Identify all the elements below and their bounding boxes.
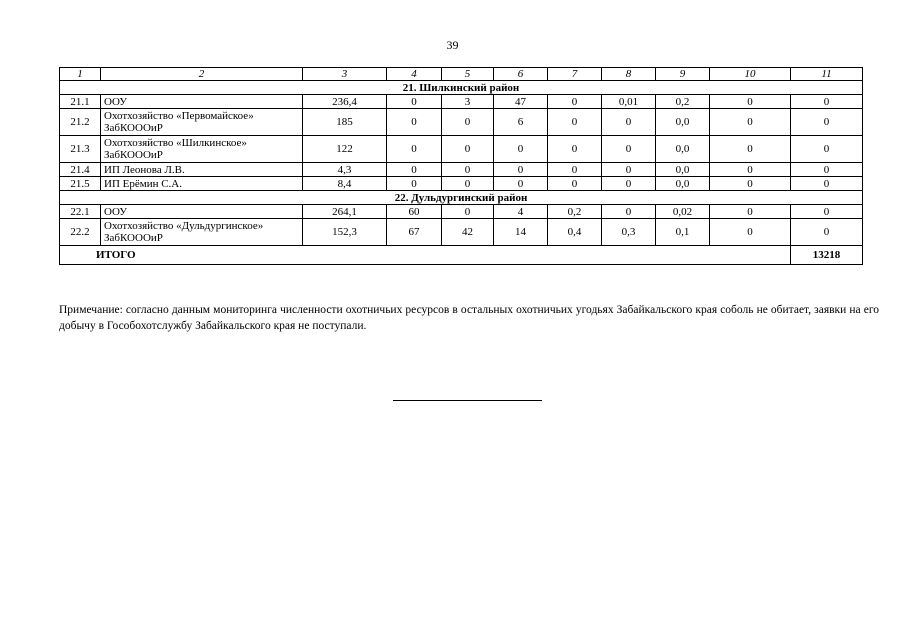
row-name (101, 136, 303, 163)
cell-value: 47 (494, 95, 548, 109)
row-number: 21.2 (60, 109, 101, 136)
cell-value: 14 (494, 219, 548, 246)
row-name (101, 205, 303, 219)
cell-value: 0 (387, 95, 442, 109)
cell-value: 0 (710, 109, 791, 136)
col-header: 4 (387, 68, 442, 81)
col-header: 10 (710, 68, 791, 81)
row-number: 21.5 (60, 177, 101, 191)
cell-value: 3 (442, 95, 494, 109)
row-name-line: ИП Леонова Л.В. (104, 163, 185, 176)
cell-value: 0,02 (656, 205, 710, 219)
page-number: 39 (446, 38, 459, 52)
row-name (101, 219, 303, 246)
row-name-line: ИП Ерёмин С.А. (104, 177, 183, 190)
cell-value: 122 (303, 136, 387, 163)
cell-value: 0 (791, 205, 863, 219)
section-header-row (60, 81, 863, 95)
total-label: ИТОГО (60, 246, 791, 265)
row-name-line: ООУ (104, 205, 128, 218)
col-header: 9 (656, 68, 710, 81)
col-header: 5 (442, 68, 494, 81)
cell-value: 0,2 (656, 95, 710, 109)
cell-value: 0 (494, 163, 548, 177)
cell-value: 0,0 (656, 177, 710, 191)
cell-value: 0,0 (656, 109, 710, 136)
cell-value: 264,1 (303, 205, 387, 219)
row-name-line: ЗабКОООиР (104, 232, 163, 244)
cell-value: 0 (710, 163, 791, 177)
section-title: 21. Шилкинский район (60, 81, 863, 95)
cell-value: 0 (602, 109, 656, 136)
cell-value: 0 (548, 177, 602, 191)
cell-value: 0 (791, 136, 863, 163)
cell-value: 0 (387, 163, 442, 177)
row-name (101, 109, 303, 136)
row-number: 22.1 (60, 205, 101, 219)
cell-value: 0 (548, 163, 602, 177)
cell-value: 42 (442, 219, 494, 246)
cell-value: 0 (602, 163, 656, 177)
header-row (60, 68, 863, 81)
cell-value: 0,1 (656, 219, 710, 246)
cell-value: 0 (791, 95, 863, 109)
cell-value: 0 (442, 109, 494, 136)
col-header: 2 (101, 68, 303, 81)
table-row (60, 205, 863, 219)
cell-value: 0,2 (548, 205, 602, 219)
table-row (60, 109, 863, 136)
cell-value: 0 (548, 136, 602, 163)
cell-value: 67 (387, 219, 442, 246)
cell-value: 0 (442, 136, 494, 163)
row-number: 21.3 (60, 136, 101, 163)
cell-value: 0 (387, 136, 442, 163)
col-header: 3 (303, 68, 387, 81)
col-header: 1 (60, 68, 101, 81)
cell-value: 0 (494, 136, 548, 163)
cell-value: 0 (494, 177, 548, 191)
row-name-line: Охотхозяйство «Первомайское» (104, 110, 254, 122)
cell-value: 0 (710, 177, 791, 191)
cell-value: 0 (602, 177, 656, 191)
cell-value: 0 (387, 109, 442, 136)
cell-value: 0 (442, 163, 494, 177)
total-row (60, 246, 863, 265)
row-name (101, 163, 303, 177)
row-name-line: ЗабКОООиР (104, 149, 163, 161)
cell-value: 185 (303, 109, 387, 136)
row-name (101, 177, 303, 191)
cell-value: 4 (494, 205, 548, 219)
table-row (60, 163, 863, 177)
total-value: 13218 (791, 246, 863, 265)
cell-value: 0 (602, 205, 656, 219)
cell-value: 0 (791, 219, 863, 246)
cell-value: 0 (710, 95, 791, 109)
data-table (59, 67, 863, 265)
cell-value: 0,0 (656, 136, 710, 163)
cell-value: 0 (548, 95, 602, 109)
cell-value: 4,3 (303, 163, 387, 177)
cell-value: 0,0 (656, 163, 710, 177)
row-number: 21.1 (60, 95, 101, 109)
cell-value: 0,3 (602, 219, 656, 246)
col-header: 11 (791, 68, 863, 81)
table-row (60, 136, 863, 163)
cell-value: 6 (494, 109, 548, 136)
section-header-row (60, 191, 863, 205)
col-header: 8 (602, 68, 656, 81)
row-name (101, 95, 303, 109)
table-row (60, 177, 863, 191)
cell-value: 0 (791, 163, 863, 177)
cell-value: 152,3 (303, 219, 387, 246)
cell-value: 0 (710, 219, 791, 246)
cell-value: 0 (791, 109, 863, 136)
row-name-line: Охотхозяйство «Шилкинское» (104, 137, 247, 149)
row-name-line: Охотхозяйство «Дульдургинское» (104, 220, 264, 232)
row-name-line: ЗабКОООиР (104, 122, 163, 134)
cell-value: 60 (387, 205, 442, 219)
cell-value: 0,4 (548, 219, 602, 246)
cell-value: 0 (710, 136, 791, 163)
separator-line (393, 400, 542, 401)
cell-value: 0 (710, 205, 791, 219)
cell-value: 0 (548, 109, 602, 136)
row-name-line: ООУ (104, 95, 128, 108)
note-text: Примечание: согласно данным мониторинга численности охотничьих ресурсов в остальных охотничьих угодьях Забайкальского края соболь не обитает, заявки на его добычу в Гособохотслужбу Забайкальского края не поступали. (59, 304, 879, 332)
col-header: 6 (494, 68, 548, 81)
cell-value: 0,01 (602, 95, 656, 109)
cell-value: 0 (602, 136, 656, 163)
table-row (60, 219, 863, 246)
col-header: 7 (548, 68, 602, 81)
cell-value: 0 (442, 177, 494, 191)
cell-value: 236,4 (303, 95, 387, 109)
cell-value: 8,4 (303, 177, 387, 191)
row-number: 22.2 (60, 219, 101, 246)
table-row (60, 95, 863, 109)
cell-value: 0 (791, 177, 863, 191)
section-title: 22. Дульдургинский район (60, 191, 863, 205)
cell-value: 0 (442, 205, 494, 219)
cell-value: 0 (387, 177, 442, 191)
row-number: 21.4 (60, 163, 101, 177)
